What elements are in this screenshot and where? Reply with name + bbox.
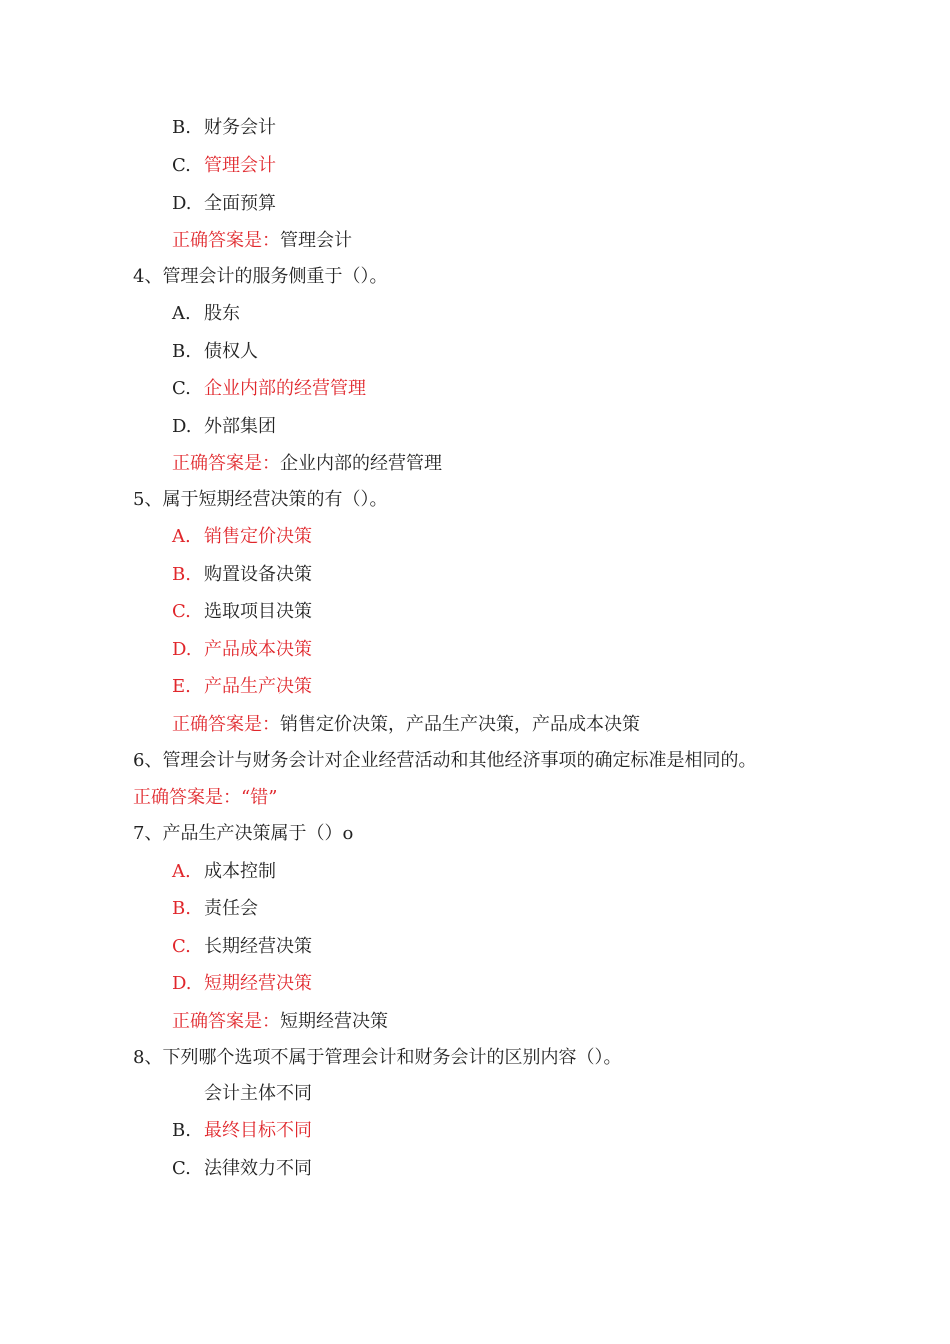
- option-text: 法律效力不同: [204, 1158, 312, 1179]
- option-7a: [172, 859, 276, 885]
- option-5b: [172, 562, 312, 588]
- option-5c: [172, 599, 312, 625]
- option-letter: C.: [172, 936, 191, 957]
- option-4c: [172, 376, 366, 402]
- option-text: 短期经营决策: [204, 973, 312, 994]
- question-8-stem: 8、下列哪个选项不属于管理会计和财务会计的区别内容（）。: [133, 1047, 622, 1068]
- option-letter: C.: [172, 1158, 191, 1179]
- answer-text: “错”: [241, 787, 278, 808]
- option-letter: B.: [172, 898, 191, 919]
- answer-4: [172, 451, 442, 477]
- answer-text: 短期经营决策: [280, 1011, 388, 1032]
- option-text: 债权人: [204, 341, 258, 362]
- option-text: 最终目标不同: [204, 1120, 312, 1141]
- option-letter: B.: [172, 1120, 191, 1141]
- option-letter: A.: [172, 861, 191, 882]
- option-text: 股东: [204, 303, 240, 324]
- answer-6: [133, 785, 277, 811]
- answer-label: 正确答案是：: [172, 230, 280, 251]
- option-text: 责任会: [204, 898, 258, 919]
- option-letter: A.: [172, 526, 191, 547]
- option-5e: [172, 674, 312, 700]
- option-5a: [172, 524, 312, 550]
- answer-5: [172, 712, 640, 738]
- option-letter: E.: [172, 676, 191, 697]
- option-text: 全面预算: [204, 193, 276, 214]
- option-7d: [172, 971, 312, 997]
- option-7c: [172, 934, 312, 960]
- option-letter: D.: [172, 639, 192, 660]
- option-text: 销售定价决策: [204, 526, 312, 547]
- option-letter: B.: [172, 564, 191, 585]
- option-8c: [172, 1156, 312, 1182]
- answer-3: [172, 228, 352, 254]
- option-3c: [172, 153, 276, 179]
- option-letter: D.: [172, 193, 192, 214]
- answer-label: 正确答案是：: [172, 453, 280, 474]
- question-4-stem: 4、管理会计的服务侧重于（）。: [133, 266, 388, 287]
- option-text: 产品成本决策: [204, 639, 312, 660]
- question-7-stem: 7、产品生产决策属于（）o: [133, 823, 354, 844]
- option-3b: [172, 115, 276, 141]
- option-text: 会计主体不同: [204, 1083, 312, 1104]
- answer-text: 销售定价决策，产品生产决策，产品成本决策: [280, 714, 640, 735]
- option-text: 企业内部的经营管理: [204, 378, 366, 399]
- option-letter: B.: [172, 341, 191, 362]
- option-text: 选取项目决策: [204, 601, 312, 622]
- answer-text: 管理会计: [280, 230, 352, 251]
- question-5-stem: 5、属于短期经营决策的有（）。: [133, 489, 388, 510]
- option-4d: [172, 414, 276, 440]
- option-letter: D.: [172, 973, 192, 994]
- option-8b: [172, 1118, 312, 1144]
- option-text: 产品生产决策: [204, 676, 312, 697]
- answer-label: 正确答案是：: [172, 714, 280, 735]
- option-letter: D.: [172, 416, 192, 437]
- option-letter: B.: [172, 117, 191, 138]
- answer-label: 正确答案是：: [172, 1011, 280, 1032]
- question-6-stem: 6、管理会计与财务会计对企业经营活动和其他经济事项的确定标准是相同的。: [133, 750, 757, 771]
- option-text: 管理会计: [204, 155, 276, 176]
- option-letter: A.: [172, 303, 191, 324]
- option-letter: C.: [172, 155, 191, 176]
- option-letter: C.: [172, 601, 191, 622]
- option-3d: [172, 191, 276, 217]
- option-text: 成本控制: [204, 861, 276, 882]
- option-4b: [172, 339, 258, 365]
- answer-text: 企业内部的经营管理: [280, 453, 442, 474]
- option-text: 外部集团: [204, 416, 276, 437]
- option-4a: [172, 301, 240, 327]
- option-8a: [172, 1081, 312, 1107]
- option-text: 财务会计: [204, 117, 276, 138]
- option-text: 长期经营决策: [204, 936, 312, 957]
- option-7b: [172, 896, 258, 922]
- option-text: 购置设备决策: [204, 564, 312, 585]
- answer-7: [172, 1009, 388, 1035]
- answer-label: 正确答案是：: [133, 787, 241, 808]
- option-5d: [172, 637, 312, 663]
- option-letter: C.: [172, 378, 191, 399]
